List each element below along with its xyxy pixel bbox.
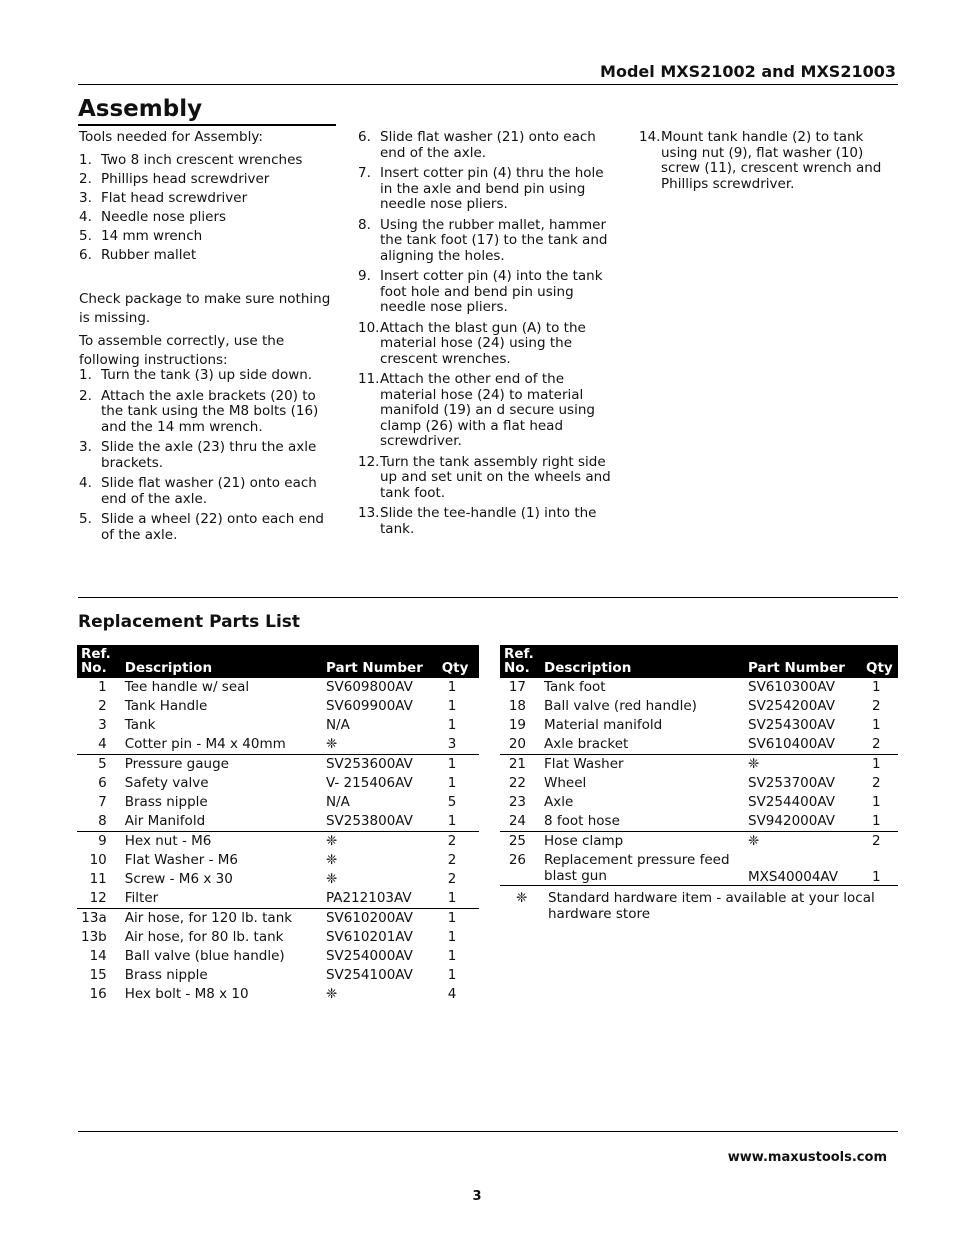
table-row [77, 832, 479, 852]
qty-cell: 1 [872, 717, 881, 733]
part-number-cell: ❈ [748, 756, 760, 772]
qty-cell: 1 [447, 910, 457, 926]
part-number-cell: V- 215406AV [325, 775, 413, 791]
description-cell: Tank [124, 717, 156, 733]
part-number-cell: ❈ [325, 986, 338, 1002]
assembly-column-3 [639, 130, 897, 197]
step-item: 12. Turn the tank assembly right side up and set unit on the wheels and tank foot. [358, 453, 611, 501]
qty-cell: 1 [872, 756, 881, 772]
part-number-cell: SV610201AV [325, 929, 413, 945]
col-header-part-number: Part Number [322, 645, 438, 678]
step-item: 4. Slide flat washer (21) onto each end of the axle. [79, 475, 317, 507]
ref-cell: 19 [508, 717, 526, 733]
steps-list-3 [639, 130, 897, 192]
footnote-text: Standard hardware item - available at your local hardware store [548, 890, 875, 922]
table-row [500, 851, 898, 886]
table-row [500, 755, 898, 775]
qty-cell: 5 [447, 794, 457, 810]
step-item: 13. Slide the tee-handle (1) into the tank. [358, 505, 597, 537]
description-cell: Brass nipple [124, 967, 208, 983]
website-link[interactable]: www.maxustools.com [727, 1150, 887, 1165]
qty-cell: 1 [447, 756, 457, 772]
part-number-cell: SV254300AV [748, 717, 835, 733]
part-number-cell: PA212103AV [322, 889, 438, 909]
tool-item: 6. Rubber mallet [79, 246, 197, 263]
qty-cell: 1 [872, 794, 881, 810]
qty-cell: 2 [872, 833, 881, 849]
ref-cell: 12 [77, 889, 121, 909]
part-number-cell: SV942000AV [744, 812, 862, 832]
qty-cell: 1 [447, 775, 457, 791]
check-package-text: Check package to make sure nothing is missing. [79, 291, 331, 326]
ref-cell: 5 [98, 756, 107, 772]
step-item: 5. Slide a wheel (22) onto each end of the axle. [79, 511, 324, 543]
description-cell: Material manifold [544, 717, 663, 733]
table-header-row [500, 645, 898, 678]
description-cell: Hose clamp [544, 833, 624, 849]
ref-cell: 17 [508, 679, 526, 695]
description-cell: Hex nut - M6 [124, 833, 212, 849]
description-cell: Wheel [544, 775, 587, 791]
qty-cell: 2 [447, 852, 457, 868]
tool-item: 2. Phillips head screwdriver [79, 170, 270, 187]
description-cell: Axle [544, 794, 574, 810]
part-number-cell: MXS40004AV [744, 851, 862, 886]
assembly-column-2 [358, 130, 616, 542]
ref-cell: 9 [98, 833, 107, 849]
table-row [77, 870, 479, 889]
part-number-cell: ❈ [322, 735, 438, 755]
parts-list-heading: Replacement Parts List [78, 612, 301, 632]
qty-cell: 1 [438, 889, 479, 909]
description-cell: Ball valve (blue handle) [124, 948, 285, 964]
description-cell: Tee handle w/ seal [124, 679, 250, 695]
table-row [77, 755, 479, 775]
description-cell: Flat Washer [544, 756, 624, 772]
description-cell: Air Manifold [121, 812, 322, 832]
ref-cell: 6 [98, 775, 107, 791]
table-row [77, 909, 479, 929]
table-row [500, 735, 898, 755]
table-header-row [77, 645, 479, 678]
ref-cell: 23 [508, 794, 526, 810]
col-header-description: Description [540, 645, 744, 678]
description-cell: Flat Washer - M6 [124, 852, 239, 868]
description-cell: Tank foot [544, 679, 606, 695]
step-item: 2. Attach the axle brackets (20) to the tank using the M8 bolts (16) and the 14 mm wrench. [79, 387, 319, 435]
instructions-intro: To assemble correctly, use the following instructions: [79, 333, 285, 368]
ref-cell: 7 [98, 794, 107, 810]
ref-cell: 22 [508, 775, 526, 791]
part-number-cell: N/A [325, 794, 350, 810]
ref-cell: 14 [89, 948, 107, 964]
section-divider [78, 597, 898, 598]
table-row [500, 678, 898, 697]
table-row [77, 947, 479, 966]
description-cell: Air hose, for 120 lb. tank [124, 910, 293, 926]
assembly-heading: Assembly [78, 96, 203, 122]
part-number-cell: SV253700AV [748, 775, 835, 791]
step-item: 9. Insert cotter pin (4) into the tank foot hole and bend pin using needle nose pliers. [358, 268, 603, 315]
step-item: 10. Attach the blast gun (A) to the material hose (24) using the crescent wrenches. [358, 319, 586, 367]
qty-cell: 1 [447, 929, 457, 945]
table-row [77, 928, 479, 947]
col-header-ref: Ref. No. [500, 645, 540, 678]
qty-cell: 2 [447, 833, 457, 849]
col-header-ref: Ref. No. [77, 645, 121, 678]
ref-cell: 2 [98, 698, 107, 714]
description-cell: Tank Handle [124, 698, 208, 714]
table-row [77, 774, 479, 793]
qty-cell: 3 [438, 735, 479, 755]
ref-cell: 25 [508, 833, 526, 849]
table-row [77, 678, 479, 697]
description-cell: Brass nipple [124, 794, 208, 810]
ref-cell: 16 [89, 986, 107, 1002]
col-header-description: Description [121, 645, 322, 678]
description-cell: Pressure gauge [124, 756, 229, 772]
description-cell: Screw - M6 x 30 [124, 871, 233, 887]
table-row [500, 697, 898, 716]
ref-cell: 4 [77, 735, 121, 755]
part-number-cell: ❈ [325, 852, 338, 868]
table-row [500, 793, 898, 812]
tool-item: 5. 14 mm wrench [79, 227, 203, 244]
part-number-cell: ❈ [325, 871, 338, 887]
description-cell: Axle bracket [540, 735, 744, 755]
steps-list-1 [79, 368, 339, 543]
header-divider [78, 84, 898, 85]
qty-cell: 1 [447, 967, 457, 983]
step-item: 3. Slide the axle (23) thru the axle brackets. [79, 439, 317, 471]
col-header-qty: Qty [438, 645, 479, 678]
part-number-cell: ❈ [325, 833, 338, 849]
ref-cell: 21 [508, 756, 526, 772]
part-number-cell: SV609800AV [325, 679, 413, 695]
qty-cell: 1 [872, 679, 881, 695]
table-row [500, 774, 898, 793]
ref-cell: 20 [500, 735, 540, 755]
part-number-cell: SV609900AV [325, 698, 413, 714]
tool-item: 4. Needle nose pliers [79, 208, 227, 225]
col-header-part-number: Part Number [744, 645, 862, 678]
tools-intro: Tools needed for Assembly: [79, 129, 263, 145]
qty-cell: 1 [447, 679, 457, 695]
part-number-cell: SV610300AV [748, 679, 835, 695]
description-cell: 8 foot hose [540, 812, 744, 832]
table-row [77, 966, 479, 985]
description-cell: Hex bolt - M8 x 10 [124, 986, 249, 1002]
table-row [500, 812, 898, 832]
part-number-cell: SV610200AV [325, 910, 413, 926]
table-row [77, 716, 479, 735]
part-number-cell: SV254400AV [748, 794, 835, 810]
assembly-column-1 [79, 130, 339, 548]
table-row [77, 812, 479, 832]
page-number: 3 [472, 1189, 482, 1204]
description-cell: Cotter pin - M4 x 40mm [121, 735, 322, 755]
step-item: 14. Mount tank handle (2) to tank using nut (9), flat washer (10) screw (11), crescent wrench and Phillips screwdriver. [639, 129, 882, 192]
qty-cell: 2 [862, 735, 898, 755]
tool-item: 1. Two 8 inch crescent wrenches [79, 151, 303, 168]
table-row [77, 697, 479, 716]
table-row [77, 851, 479, 870]
part-number-cell: SV610400AV [744, 735, 862, 755]
step-item: 6. Slide flat washer (21) onto each end of the axle. [358, 129, 596, 161]
ref-cell: 24 [500, 812, 540, 832]
ref-cell: 13b [81, 929, 107, 945]
step-item: 8. Using the rubber mallet, hammer the tank foot (17) to the tank and aligning the holes. [358, 216, 608, 264]
table-row [500, 716, 898, 735]
step-item: 1. Turn the tank (3) up side down. [79, 367, 313, 383]
qty-cell: 1 [862, 851, 898, 886]
part-number-cell: SV254000AV [325, 948, 413, 964]
description-cell: Safety valve [124, 775, 209, 791]
footer-divider [78, 1131, 898, 1132]
part-number-cell: N/A [325, 717, 350, 733]
qty-cell: 1 [862, 812, 898, 832]
qty-cell: 1 [447, 698, 457, 714]
ref-cell: 10 [89, 852, 107, 868]
table-row [77, 735, 479, 755]
table-row [77, 985, 479, 1004]
qty-cell: 1 [447, 717, 457, 733]
ref-cell: 8 [77, 812, 121, 832]
step-item: 7. Insert cotter pin (4) thru the hole in the axle and bend pin using needle nose pliers. [358, 165, 604, 212]
ref-cell: 18 [508, 698, 526, 714]
description-cell: Ball valve (red handle) [544, 698, 697, 714]
ref-cell: 15 [89, 967, 107, 983]
tool-item: 3. Flat head screwdriver [79, 189, 248, 206]
qty-cell: 2 [447, 871, 457, 887]
table-row [500, 832, 898, 852]
parts-table-left [77, 645, 479, 1004]
part-number-cell: ❈ [748, 833, 760, 849]
ref-cell: 1 [98, 679, 107, 695]
qty-cell: 2 [872, 775, 881, 791]
ref-cell: 3 [98, 717, 107, 733]
qty-cell: 4 [447, 986, 457, 1002]
steps-list-2 [358, 130, 616, 537]
footnote-symbol: ❈ [516, 890, 528, 906]
table-row [77, 889, 479, 909]
ref-cell: 13a [81, 910, 107, 926]
qty-cell: 2 [872, 698, 881, 714]
description-cell: Replacement pressure feed blast gun [540, 851, 744, 886]
qty-cell: 1 [438, 812, 479, 832]
col-header-qty: Qty [862, 645, 898, 678]
parts-table-right [500, 645, 898, 886]
description-cell: Filter [121, 889, 322, 909]
ref-cell: 11 [89, 871, 107, 887]
table-row [77, 793, 479, 812]
part-number-cell: SV253800AV [322, 812, 438, 832]
assembly-heading-underline [78, 124, 336, 126]
part-number-cell: SV253600AV [325, 756, 413, 772]
part-number-cell: SV254200AV [748, 698, 835, 714]
qty-cell: 1 [447, 948, 457, 964]
ref-cell: 26 [500, 851, 540, 886]
part-number-cell: SV254100AV [325, 967, 413, 983]
step-item: 11. Attach the other end of the material hose (24) to material manifold (19) an d secure using clamp (26) with a flat head screwdriver. [358, 371, 595, 449]
tools-list [79, 153, 339, 264]
model-title: Model MXS21002 and MXS21003 [600, 62, 896, 81]
description-cell: Air hose, for 80 lb. tank [124, 929, 284, 945]
